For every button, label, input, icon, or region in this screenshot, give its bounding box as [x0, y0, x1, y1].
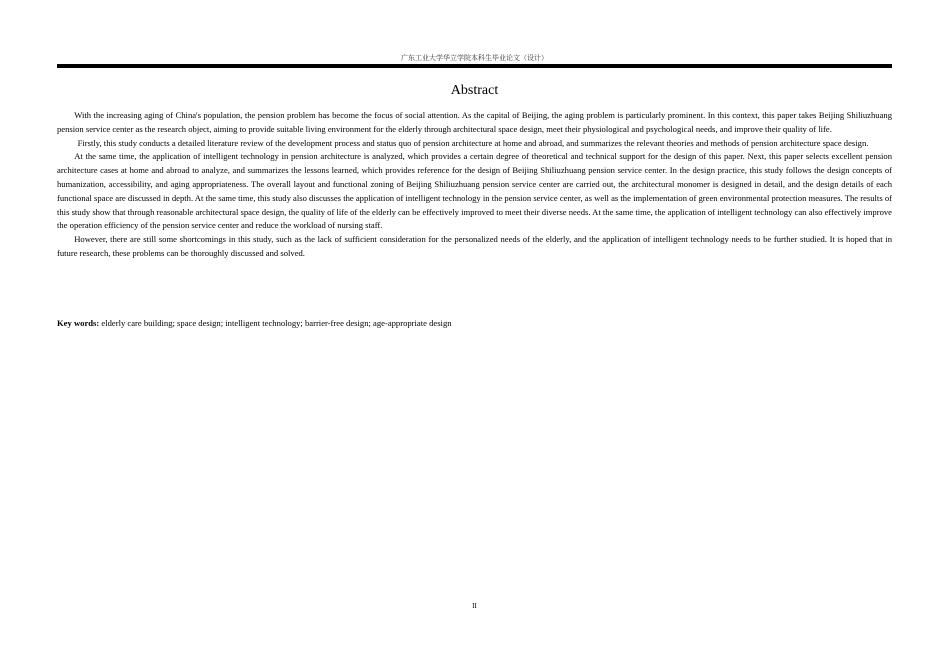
keywords-label: Key words: [57, 318, 100, 328]
header-rule [57, 64, 892, 68]
page-number: II [472, 602, 477, 610]
abstract-paragraph: With the increasing aging of China's population, the pension problem has become the focus of social attention. As the capital of Beijing, the aging problem is particularly prominent. In this context, this paper takes Beijing Shiliuzhuang pension service center as the research object, aiming to provide suitable living environment for the elderly through architectural space design, meet their physiological and psychological needs, and improve their quality of life. [57, 110, 892, 134]
keywords-line [57, 317, 892, 329]
abstract-title: Abstract [450, 83, 499, 98]
abstract-paragraph: Firstly, this study conducts a detailed literature review of the development process and status quo of pension architecture at home and abroad, and summarizes the relevant theories and methods of pension architecture space design. [77, 137, 869, 148]
running-header: 广东工业大学华立学院本科生毕业论文（设计） [401, 54, 548, 62]
abstract-paragraph: At the same time, the application of intelligent technology in pension architecture is analyzed, which provides a certain degree of theoretical and technical support for the design of this paper. Next, this paper selects excellent pension architecture cases at home and abroad to analyze, and summarizes the lessons learned, which provides reference for the design of Beijing Shiliuzhuang pension service center. In the design practice, this study follows the design concepts of humanization, accessibility, and aging appropriateness. The overall layout and functional zoning of Beijing Shiliuzhuang pension service center are carried out, the architectural monomer is designed in detail, and the design details of each functional space are discussed in depth. At the same time, this study also discusses the application of intelligent technology in the pension service center, as well as the implementation of green environmental protection measures. The results of this study show that through reasonable architectural space design, the quality of life of the elderly can be effectively improved to meet their diverse needs. At the same time, the application of intelligent technology can also effectively improve the operation efficiency of the pension service center and reduce the workload of nursing staff. [57, 151, 892, 231]
abstract-paragraph: However, there are still some shortcomings in this study, such as the lack of sufficient consideration for the personalized needs of the elderly, and the application of intelligent technology needs to be further studied. It is hoped that in future research, these problems can be thoroughly discussed and solved. [57, 234, 892, 258]
abstract-body [57, 109, 892, 261]
keywords-text: elderly care building; space design; intelligent technology; barrier-free design; age-appropriate design [101, 318, 452, 328]
